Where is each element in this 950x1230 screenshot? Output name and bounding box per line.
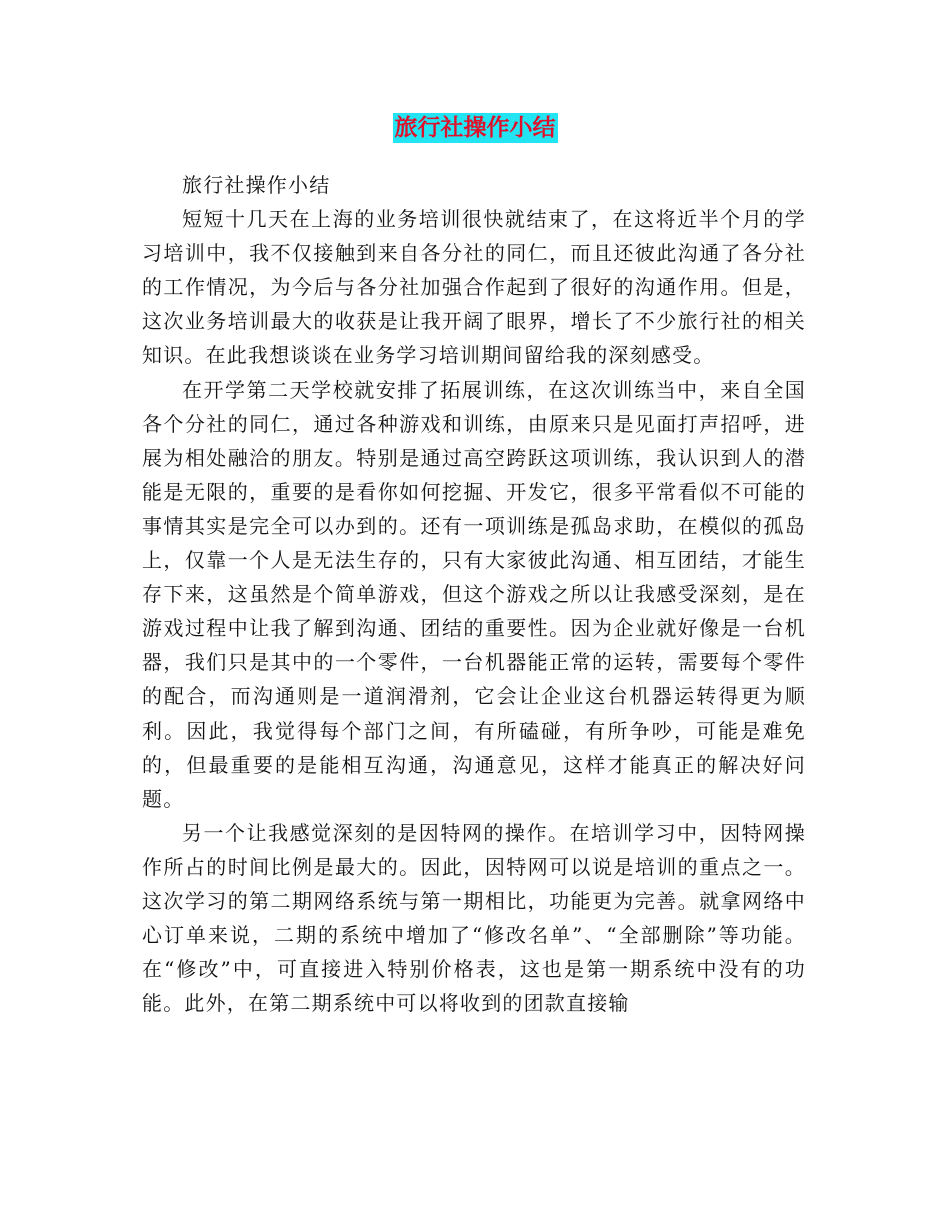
title-container [0,113,950,143]
paragraph-training: 在开学第二天学校就安排了拓展训练，在这次训练当中，来自全国各个分社的同仁，通过各种游戏和训练，由原来只是见面打声招呼，进展为相处融洽的朋友。特别是通过高空跨跃这项训练，我认识到人的潜能是无限的，重要的是看你如何挖掘、开发它，很多平常看似不可能的事情其实是完全可以办到的。还有一项训练是孤岛求助，在模似的孤岛上，仅靠一个人是无法生存的，只有大家彼此沟通、相互团结，才能生存下来，这虽然是个简单游戏，但这个游戏之所以让我感受深刻，是在游戏过程中让我了解到沟通、团结的重要性。因为企业就好像是一台机器，我们只是其中的一个零件，一台机器能正常的运转，需要每个零件的配合，而沟通则是一道润滑剂，它会让企业这台机器运转得更为顺利。因此，我觉得每个部门之间，有所磕碰，有所争吵，可能是难免的，但最重要的是能相互沟通，沟通意见，这样才能真正的解决好问题。 [142,377,806,811]
paragraph-subtitle: 旅行社操作小结 [182,173,331,197]
document-title: 旅行社操作小结 [394,114,556,141]
paragraph-intro: 短短十几天在上海的业务培训很快就结束了，在这将近半个月的学习培训中，我不仅接触到来自各分社的同仁，而且还彼此沟通了各分社的工作情况，为今后与各分社加强合作起到了很好的沟通作用。但是，这次业务培训最大的收获是让我开阔了眼界，增长了不少旅行社的相关知识。在此我想谈谈在业务学习培训期间留给我的深刻感受。 [142,207,806,368]
document-body [142,168,806,1020]
paragraph-internet: 另一个让我感觉深刻的是因特网的操作。在培训学习中，因特网操作所占的时间比例是最大的。因此，因特网可以说是培训的重点之一。这次学习的第二期网络系统与第一期相比，功能更为完善。就拿网络中心订单来说，二期的系统中增加了“修改名单”、“全部删除”等功能。在“修改”中，可直接进入特别价格表，这也是第一期系统中没有的功能。此外，在第二期系统中可以将收到的团款直接输 [142,820,806,1016]
